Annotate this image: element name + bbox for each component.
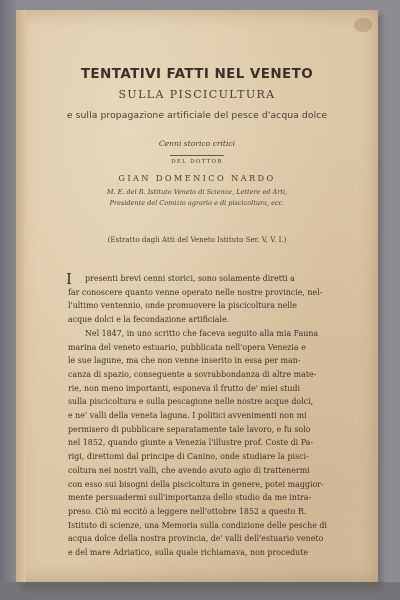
- body-line: canza di spazio, conseguente a sovrabbondanza di altre mate-: [68, 369, 317, 379]
- body-text: [68, 272, 340, 560]
- body-line: Istituto di scienze, una Memoria sulla condizione delle pesche di: [68, 520, 327, 530]
- body-line: marina del veneto estuario, pubblicata nell'opera Venezia e: [68, 342, 306, 352]
- body-line: far conoscere quanto venne operato nelle nostre provincie, nel-: [68, 287, 323, 297]
- body-line: sulla piscicoltura e sulla pescagione nelle nostre acque dolci,: [68, 397, 314, 407]
- corner-stain: [354, 18, 372, 32]
- divider-rule: [170, 155, 224, 156]
- body-line: e del mare Adriatico, sulla quale richiamava, non procedute: [68, 548, 309, 558]
- author-affiliation-1: M. E. del R. Istituto Veneto di Scienze, Lettere ed Arti,: [106, 188, 288, 196]
- body-line: permisero di pubblicare separatamente tale lavoro, e fu solo: [68, 424, 311, 434]
- document-author: GIAN DOMENICO NARDO: [118, 173, 276, 183]
- body-line: rigi, direttomi dal principe di Canino, onde studiare la pisci-: [68, 452, 309, 462]
- body-line: acqua dolce della nostra provincia, de' valli dell'estuario veneto: [68, 534, 324, 544]
- body-line: rie, non meno importanti, esponeva il frutto de' miei studi: [68, 383, 300, 393]
- body-line: coltura nei nostri valli, che avendo avuto agio di trattenermi: [68, 465, 310, 475]
- drop-cap: I: [66, 270, 72, 288]
- body-line: Nel 1847, in uno scritto che faceva seguito alla mia Fauna: [85, 328, 319, 338]
- document-cenni: Cenni storico critici: [158, 139, 236, 148]
- document-subtitle: SULLA PISCICULTURA: [118, 88, 276, 101]
- document-subtitle-secondary: e sulla propagazione artificiale del pesce d'acqua dolce: [66, 110, 328, 121]
- body-line: l'ultimo ventennio, onde promuovere la piscicoltura nelle: [68, 301, 297, 311]
- body-line: e ne' valli della veneta laguna. I politici avvenimenti non mi: [68, 411, 307, 421]
- body-line: nel 1852, quando giunte a Venezia l'illustre prof. Coste di Pa-: [68, 438, 314, 448]
- extract-note: (Estratto dagli Atti del Veneto Istituto Ser. V, V. I.): [107, 235, 287, 244]
- document-page: [16, 10, 378, 582]
- body-line: le sue lagune, ma che non venne inserito in essa per man-: [68, 356, 301, 366]
- body-line: presenti brevi cenni storici, sono solamente diretti a: [85, 274, 295, 283]
- author-affiliation-2: Presidente del Comizio agrario e di piscicoltura, ecc.: [109, 199, 285, 207]
- body-line: preso. Ciò mi eccitò a leggere nell'ottobre 1852 a questo R.: [68, 506, 307, 516]
- document-title: TENTATIVI FATTI NEL VENETO: [80, 66, 314, 82]
- body-line: acque dolci e la fecondazione artificiale.: [68, 315, 230, 325]
- document-del: DEL DOTTOR: [171, 159, 223, 165]
- body-line: mente persuadermi sull'importanza dello studio da me intra-: [68, 493, 312, 503]
- body-line: con esso sui bisogni della piscicoltura in genere, potei maggior-: [68, 479, 324, 489]
